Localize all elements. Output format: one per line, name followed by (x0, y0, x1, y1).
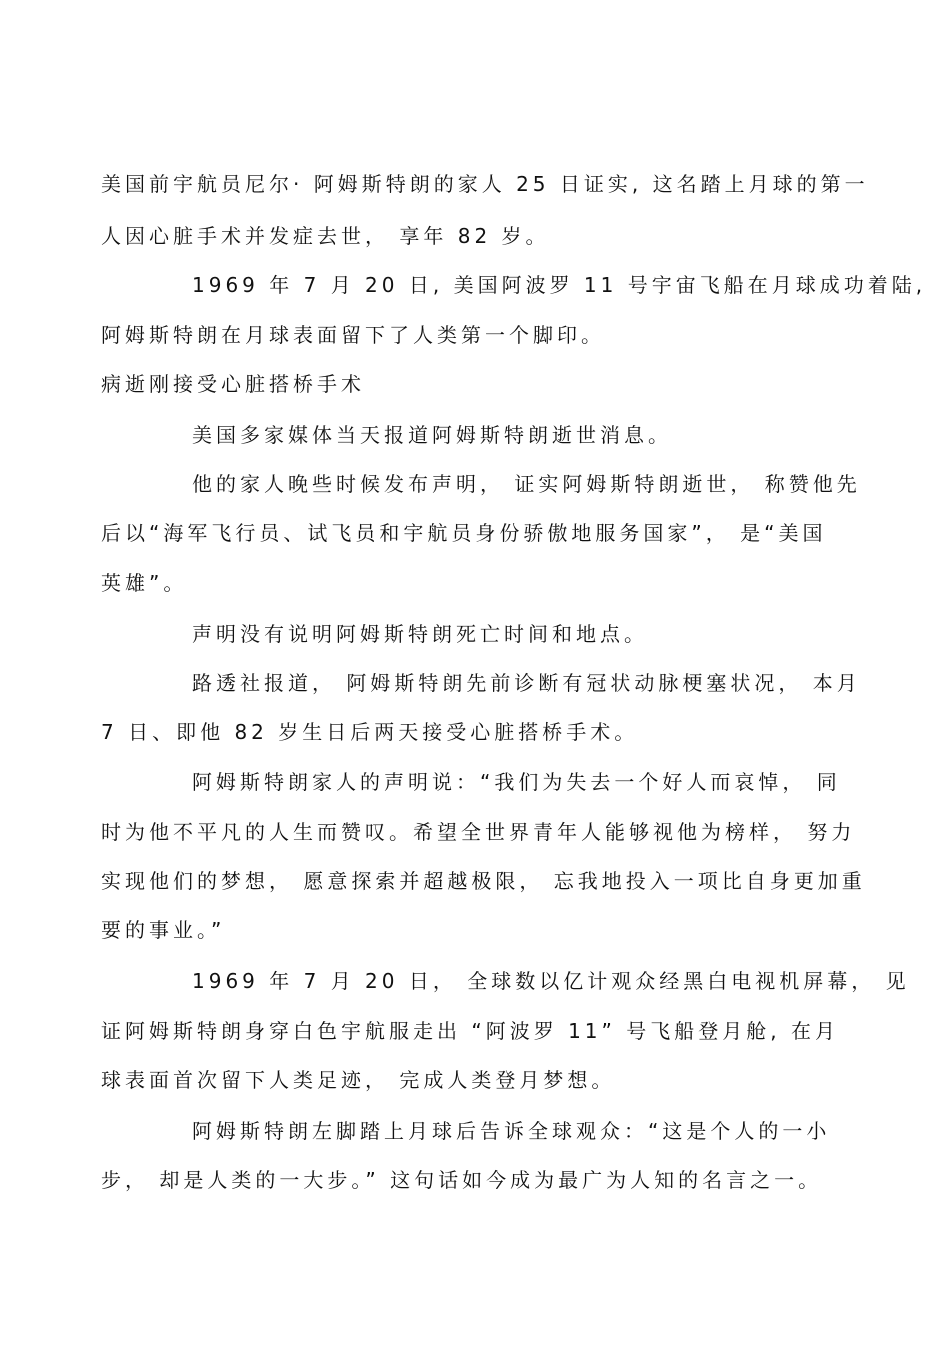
text-line: 球表面首次留下人类足迹， 完成人类登月梦想。 (101, 1068, 616, 1092)
text-line: 7 日、即他 82 岁生日后两天接受心脏搭桥手术。 (101, 720, 639, 744)
text-line: 美国前宇航员尼尔· 阿姆斯特朗的家人 25 日证实, 这名踏上月球的第一 (101, 172, 869, 196)
text-line: 步， 却是人类的一大步。” 这句话如今成为最广为人知的名言之一。 (101, 1168, 823, 1192)
text-line: 实现他们的梦想， 愿意探索并超越极限， 忘我地投入一项比自身更加重 (101, 869, 866, 893)
text-line: 1969 年 7 月 20 日， 全球数以亿计观众经黑白电视机屏幕， 见 (192, 969, 910, 993)
text-line: 人因心脏手术并发症去世， 享年 82 岁。 (101, 224, 550, 248)
text-line: 阿姆斯特朗家人的声明说：“我们为失去一个好人而哀悼， 同 (192, 770, 841, 794)
text-line: 后以“海军飞行员、试飞员和宇航员身份骄傲地服务国家”， 是“美国 (101, 521, 827, 545)
text-line: 阿姆斯特朗左脚踏上月球后告诉全球观众：“这是个人的一小 (192, 1119, 831, 1143)
text-line: 美国多家媒体当天报道阿姆斯特朗逝世消息。 (192, 423, 672, 447)
section-heading: 病逝刚接受心脏搭桥手术 (101, 372, 365, 396)
text-line: 1969 年 7 月 20 日, 美国阿波罗 11 号宇宙飞船在月球成功着陆, (192, 273, 927, 297)
text-line: 他的家人晚些时候发布声明， 证实阿姆斯特朗逝世， 称赞他先 (192, 472, 861, 496)
text-line: 时为他不平凡的人生而赞叹。希望全世界青年人能够视他为榜样， 努力 (101, 820, 856, 844)
text-line: 路透社报道， 阿姆斯特朗先前诊断有冠状动脉梗塞状况， 本月 (192, 671, 861, 695)
text-line: 证阿姆斯特朗身穿白色宇航服走出 “阿波罗 11” 号飞船登月舱, 在月 (101, 1019, 839, 1043)
text-line: 声明没有说明阿姆斯特朗死亡时间和地点。 (192, 622, 648, 646)
text-line: 英雄”。 (101, 571, 188, 595)
text-line: 要的事业。” (101, 918, 226, 942)
text-line: 阿姆斯特朗在月球表面留下了人类第一个脚印。 (101, 323, 605, 347)
